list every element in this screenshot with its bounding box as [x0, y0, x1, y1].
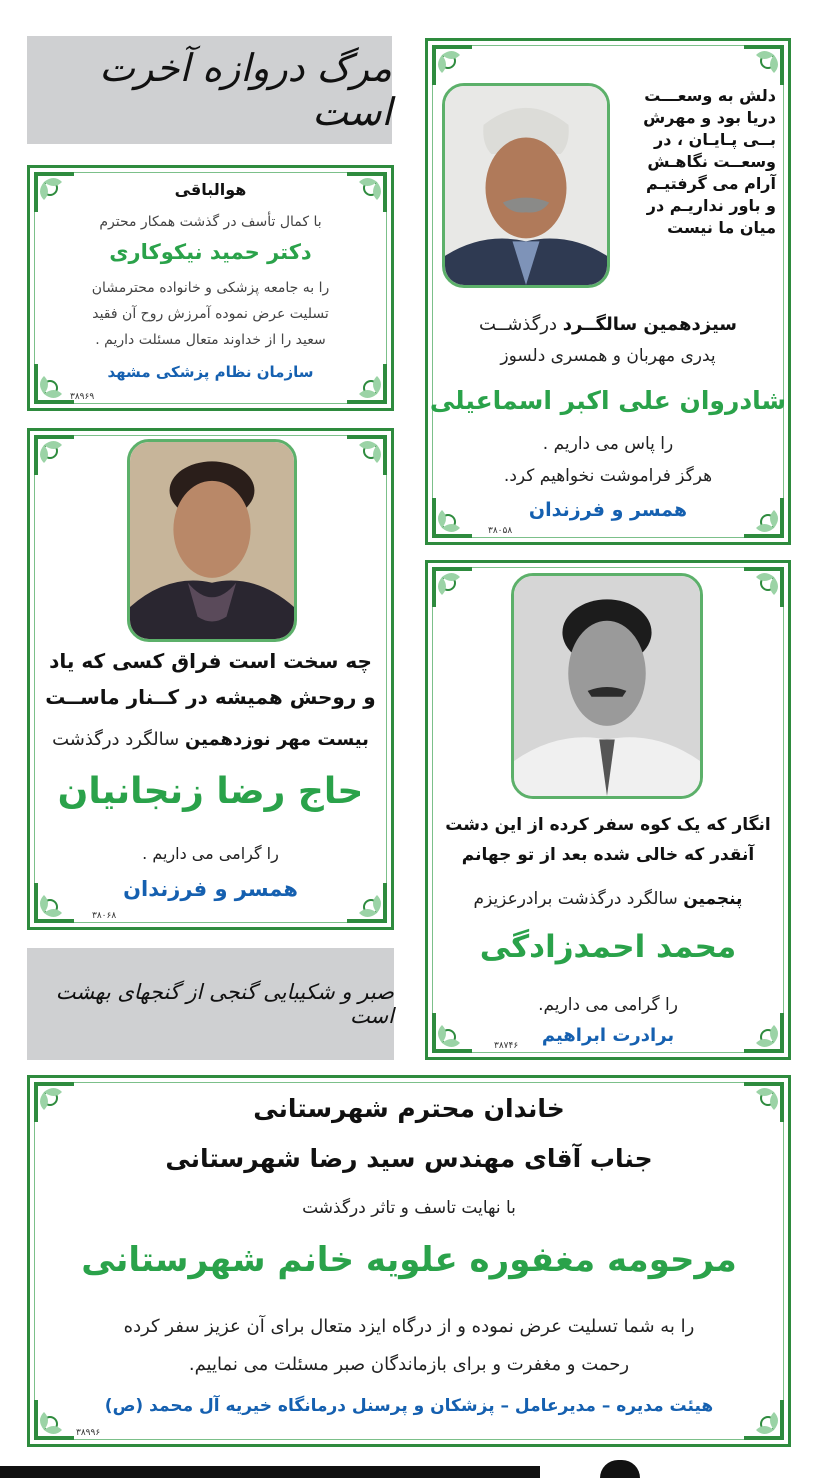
- ad-signature: هیئت مدیره – مدیرعامل – پزشکان و پرسنل درمانگاه خیریه آل محمد (ص): [104, 1396, 714, 1416]
- deceased-name: محمد احمدزادگی: [479, 929, 737, 965]
- anniversary-text: درگذشــت: [478, 314, 563, 335]
- ad-text-line: را به شما تسلیت عرض نموده و از درگاه ایزد متعال برای آن عزیز سفر کرده: [123, 1316, 695, 1337]
- ad-signature: سازمان نظام پزشکی مشهد: [107, 363, 314, 381]
- poem-line: دلش به وسعـــت: [644, 86, 776, 105]
- anniversary-ordinal: بیست مهر نوزدهمین: [184, 729, 369, 750]
- portrait-photo: [127, 439, 297, 642]
- condolence-ad-nikoukari: [27, 165, 394, 411]
- floral-corner-ornament-icon: [742, 43, 786, 87]
- ad-heading: هوالباقی: [174, 180, 247, 199]
- quote-text: مرگ دروازه آخرت است: [99, 46, 392, 134]
- quote-banner-bottom: [27, 948, 394, 1060]
- anniversary-line: [428, 889, 788, 909]
- ad-signature: همسر و فرزندان: [123, 877, 298, 901]
- poem-line: آنقدر که خالی شده بعد از تو جهانم: [461, 845, 755, 865]
- deceased-name: شادروان علی اکبر اسماعیلی: [429, 386, 787, 415]
- poem-line: انگار که یک کوه سفر کرده از این دشت: [445, 815, 771, 835]
- ad-code: ۳۸۷۴۶: [494, 1041, 519, 1051]
- ad-text-line: سعید را از خداوند متعال مسئلت داریم .: [95, 332, 326, 348]
- next-section-strip: [0, 1466, 540, 1478]
- poem-line: و باور نداریـم در: [646, 196, 776, 215]
- ad-text-line: با کمال تأسف در گذشت همکار محترم: [99, 214, 322, 230]
- floral-corner-ornament-icon: [345, 433, 389, 477]
- ad-signature: همسر و فرزندان: [528, 499, 688, 521]
- portrait-photo: [511, 573, 703, 799]
- portrait-photo: [442, 83, 610, 288]
- anniversary-line: [428, 314, 788, 335]
- ad-code: ۳۸۰۶۸: [92, 911, 117, 921]
- poem-line: میان ما نیست: [667, 218, 776, 237]
- ad-text-line: هرگز فراموشت نخواهیم کرد.: [503, 466, 713, 486]
- floral-corner-ornament-icon: [32, 433, 76, 477]
- anniversary-ordinal: پنجمین: [683, 889, 743, 909]
- ad-signature: برادرت ابراهیم: [541, 1025, 675, 1046]
- condolence-ad-ahmadzadegi: [425, 560, 791, 1060]
- recipient-family: خاندان محترم شهرستانی: [253, 1094, 565, 1123]
- ad-text-line: را گرامی می داریم .: [142, 844, 279, 863]
- ad-code: ۳۸۰۵۸: [488, 526, 513, 536]
- ad-code: ۳۸۹۹۶: [76, 1428, 101, 1438]
- deceased-name: مرحومه مغفوره علویه خانم شهرستانی: [81, 1240, 737, 1280]
- ad-text-line: تسلیت عرض نموده آمرزش روح آن فقید: [92, 306, 329, 322]
- poem-line: بــی پـایـان ، در: [654, 130, 776, 149]
- quote-text: صبر و شکیبایی گنجی از گنجهای بهشت است: [55, 980, 394, 1028]
- poem-line: چه سخت است فراق کسی که یاد: [49, 649, 372, 673]
- poem-line: آرام می گرفتیـم: [646, 174, 776, 193]
- anniversary-text: سالگرد درگذشت برادرعزیزم: [473, 889, 684, 909]
- ad-code: ۳۸۹۶۹: [70, 392, 95, 402]
- deceased-name: حاج رضا زنجانیان: [57, 771, 364, 812]
- next-section-mark: [600, 1460, 640, 1478]
- ad-text-line: را گرامی می داریم.: [538, 995, 678, 1015]
- poem-line: و روحش همیشه در کــنار ماســت: [45, 685, 376, 709]
- floral-corner-ornament-icon: [742, 565, 786, 609]
- anniversary-ordinal: سیزدهمین سالگــرد: [562, 314, 738, 335]
- floral-corner-ornament-icon: [430, 565, 474, 609]
- ad-text-line: را به جامعه پزشکی و خانواده محترمشان: [91, 280, 330, 296]
- condolence-ad-esmaeili: [425, 38, 791, 545]
- ad-text-line: پدری مهربان و همسری دلسوز: [500, 346, 716, 366]
- floral-corner-ornament-icon: [430, 43, 474, 87]
- poem-line: وسعــت نگاهـش: [647, 152, 776, 171]
- anniversary-line: [30, 729, 391, 750]
- poem-line: دریا بود و مهرش: [643, 108, 776, 127]
- deceased-name: دکتر حمید نیکوکاری: [109, 240, 312, 264]
- condolence-ad-shahrestani: [27, 1075, 791, 1447]
- anniversary-text: سالگرد درگذشت: [52, 729, 185, 750]
- recipient-name: جناب آقای مهندس سید رضا شهرستانی: [165, 1144, 653, 1173]
- ad-text-line: رحمت و مغفرت و برای بازماندگان صبر مسئلت می نماییم.: [188, 1354, 630, 1375]
- quote-banner-top: [27, 36, 392, 144]
- ad-text-line: را پاس می داریم .: [542, 434, 674, 454]
- condolence-ad-zanjanian: [27, 428, 394, 930]
- ad-text-line: با نهایت تاسف و تاثر درگذشت: [302, 1198, 516, 1218]
